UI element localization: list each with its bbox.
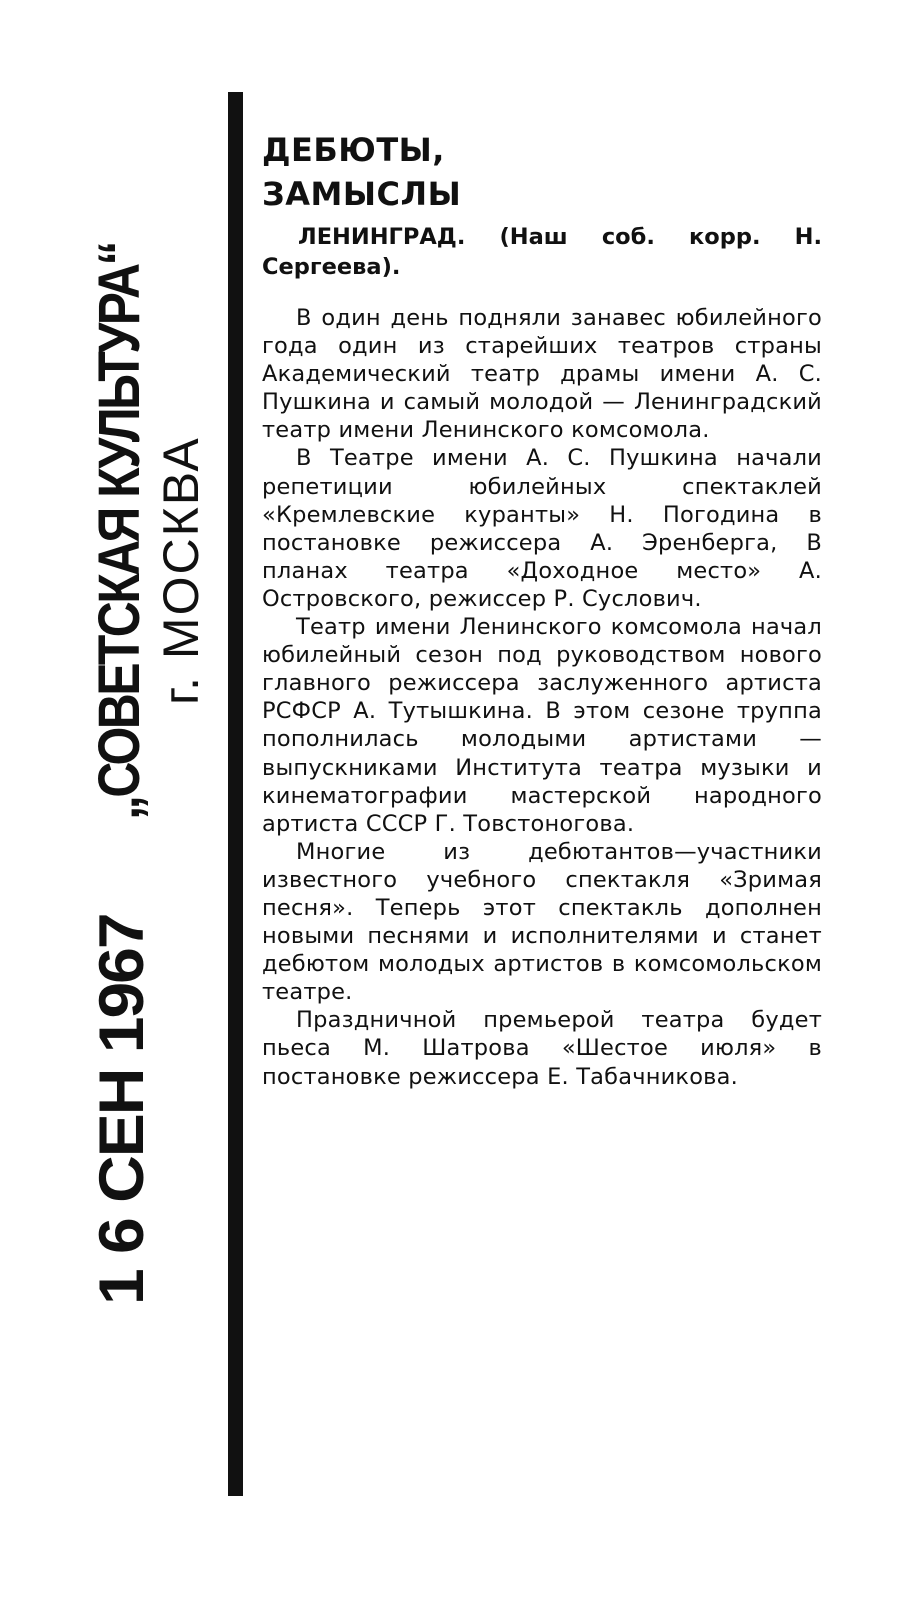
- stamp-newspaper-name: „СОВЕТСКАЯ КУЛЬТУРА“: [87, 243, 152, 821]
- article-body: [262, 304, 822, 1091]
- paragraph: Праздничной премьерой театра будет пьеса М. Шатрова «Шестое июля» в постановке режиссера Е. Табачникова.: [262, 1007, 822, 1090]
- paragraph: В один день подняли занавес юбилейного года один из старейших театров страны Академический театр драмы имени А. С. Пушкина и самый молодой — Ленинградский театр имени Ленинского комсомола.: [262, 305, 822, 444]
- column-rule: [228, 92, 243, 1496]
- headline-line-1: ДЕБЮТЫ,: [262, 131, 445, 169]
- stamp-city: г. МОСКВА: [153, 436, 209, 705]
- stamp-date: 1 6 СЕН 1967: [85, 914, 157, 1305]
- dateline: ЛЕНИНГРАД. (Наш соб. корр. Н. Сергеева).: [262, 224, 822, 280]
- paragraph: В Театре имени А. С. Пушкина начали репетиции юбилейных спектаклей «Кремлевские куранты» Н. Погодина в постановке режиссера А. Эренберга, В планах театра «Доходное место» А. Островского, режиссер Р. Суслович.: [262, 445, 822, 612]
- headline-line-2: ЗАМЫСЛЫ: [262, 175, 462, 213]
- headline: [262, 128, 822, 216]
- paragraph: Многие из дебютантов—участники известного учебного спектакля «Зримая песня». Теперь этот спектакль дополнен новыми песнями и исполнителями и станет дебютом молодых артистов в комсомольском театре.: [262, 838, 822, 1006]
- article: [262, 128, 822, 1091]
- archive-stamp: [0, 0, 230, 1620]
- paragraph: Театр имени Ленинского комсомола начал юбилейный сезон под руководством нового главного режиссера заслуженного артиста РСФСР А. Тутышкина. В этом сезоне труппа пополнилась молодыми артистами — выпускниками Института театра музыки и кинематографии мастерской народного артиста СССР Г. Товстоногова.: [262, 614, 822, 837]
